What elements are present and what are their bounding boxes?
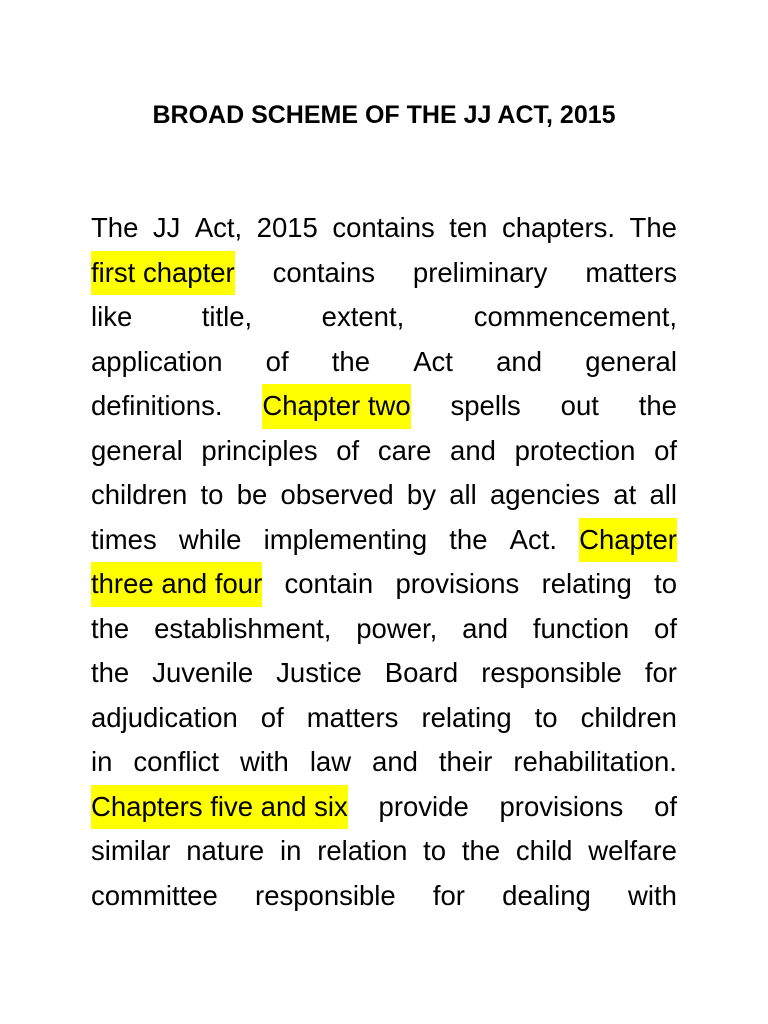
- word: application: [91, 345, 223, 377]
- word: commencement,: [473, 301, 677, 332]
- text-line: [91, 340, 677, 385]
- word: The: [91, 212, 139, 243]
- highlighted-phrase: Chapters five and six: [91, 785, 348, 830]
- word: be: [236, 479, 268, 510]
- word: the: [638, 390, 677, 421]
- word: of: [654, 790, 677, 822]
- word: provisions: [395, 568, 520, 599]
- word: by: [406, 479, 436, 510]
- text-line: [91, 206, 677, 251]
- word: committee: [91, 879, 218, 911]
- word: for: [644, 657, 677, 688]
- word: the: [91, 657, 130, 688]
- highlighted-phrase: Chapter two: [262, 384, 410, 429]
- word: protection: [514, 434, 636, 466]
- word: power,: [356, 612, 438, 644]
- word: and: [372, 746, 418, 777]
- word: extent,: [321, 301, 405, 332]
- word: Act: [413, 345, 453, 377]
- word: responsible: [481, 657, 622, 688]
- word: of: [654, 612, 677, 644]
- word: dealing: [502, 879, 591, 911]
- text-line: [91, 785, 677, 830]
- word: preliminary: [412, 256, 548, 288]
- word: Juvenile: [152, 657, 254, 688]
- word: contains: [332, 212, 435, 243]
- word: matters: [306, 701, 399, 733]
- word: 2015: [256, 212, 318, 243]
- word: establishment,: [154, 612, 332, 644]
- word: JJ: [152, 212, 181, 243]
- text-line: [91, 295, 677, 340]
- word: Justice: [276, 657, 362, 688]
- word: in: [280, 835, 302, 866]
- word: of: [260, 701, 284, 733]
- word: the: [449, 523, 488, 555]
- word: Act,: [194, 212, 243, 243]
- word: of: [654, 434, 677, 466]
- word: to: [534, 701, 558, 733]
- text-line: [91, 651, 677, 696]
- word: like: [91, 301, 133, 332]
- word: conflict: [133, 746, 219, 777]
- word: to: [200, 479, 224, 510]
- word: and: [462, 612, 509, 644]
- word: agencies: [489, 479, 601, 510]
- word: principles: [201, 434, 318, 466]
- highlighted-phrase: first chapter: [91, 251, 235, 296]
- text-line: [91, 874, 677, 919]
- text-line: [91, 829, 677, 874]
- body-paragraph: [91, 206, 677, 918]
- word: contain: [284, 568, 374, 599]
- word: the: [331, 345, 371, 377]
- word: of: [336, 434, 360, 466]
- word: for: [432, 879, 465, 911]
- word: care: [377, 434, 432, 466]
- word: definitions.: [91, 390, 223, 421]
- word: at: [613, 479, 637, 510]
- text-line: [91, 518, 677, 563]
- word: all: [449, 479, 477, 510]
- word: in: [91, 746, 113, 777]
- word: adjudication: [91, 701, 238, 733]
- word: to: [654, 568, 677, 599]
- text-line: [91, 384, 677, 429]
- word: of: [265, 345, 289, 377]
- word: spells: [450, 390, 521, 421]
- word: relating: [541, 568, 632, 599]
- text-line: [91, 740, 677, 785]
- word: provide: [378, 790, 469, 822]
- word: out: [560, 390, 599, 421]
- word: title,: [201, 301, 253, 332]
- word: The: [629, 212, 677, 243]
- word: relating: [421, 701, 512, 733]
- word: general: [91, 434, 183, 466]
- word: provisions: [499, 790, 624, 822]
- word: Act.: [509, 523, 557, 555]
- word: their: [438, 746, 493, 777]
- word: ten: [449, 212, 488, 243]
- word: with: [628, 879, 677, 911]
- word: law: [309, 746, 352, 777]
- word: with: [239, 746, 289, 777]
- word: and: [450, 434, 496, 466]
- word: function: [532, 612, 630, 644]
- word: children: [580, 701, 677, 733]
- word: implementing: [263, 523, 428, 555]
- word: welfare: [588, 835, 677, 866]
- page-title: BROAD SCHEME OF THE JJ ACT, 2015: [152, 101, 616, 129]
- text-line: [91, 696, 677, 741]
- text-line: [91, 473, 677, 518]
- word: chapters.: [501, 212, 616, 243]
- word: child: [515, 835, 573, 866]
- word: similar: [91, 835, 171, 866]
- text-line: [91, 562, 677, 607]
- word: nature: [186, 835, 265, 866]
- text-line: [91, 251, 677, 296]
- word: relation: [317, 835, 408, 866]
- word: children: [91, 479, 188, 510]
- highlighted-phrase: three and four: [91, 562, 262, 607]
- word: contains: [272, 256, 376, 288]
- text-line: [91, 607, 677, 652]
- word: general: [585, 345, 677, 377]
- word: Board: [384, 657, 459, 688]
- word: observed: [280, 479, 394, 510]
- word: all: [649, 479, 677, 510]
- text-line: [91, 429, 677, 474]
- word: and: [496, 345, 543, 377]
- word: responsible: [255, 879, 396, 911]
- word: times: [91, 523, 157, 555]
- word: rehabilitation.: [513, 746, 677, 777]
- word: to: [423, 835, 447, 866]
- word: matters: [585, 256, 677, 288]
- word: the: [91, 612, 130, 644]
- highlighted-phrase: Chapter: [579, 518, 677, 563]
- word: the: [461, 835, 501, 866]
- word: while: [178, 523, 242, 555]
